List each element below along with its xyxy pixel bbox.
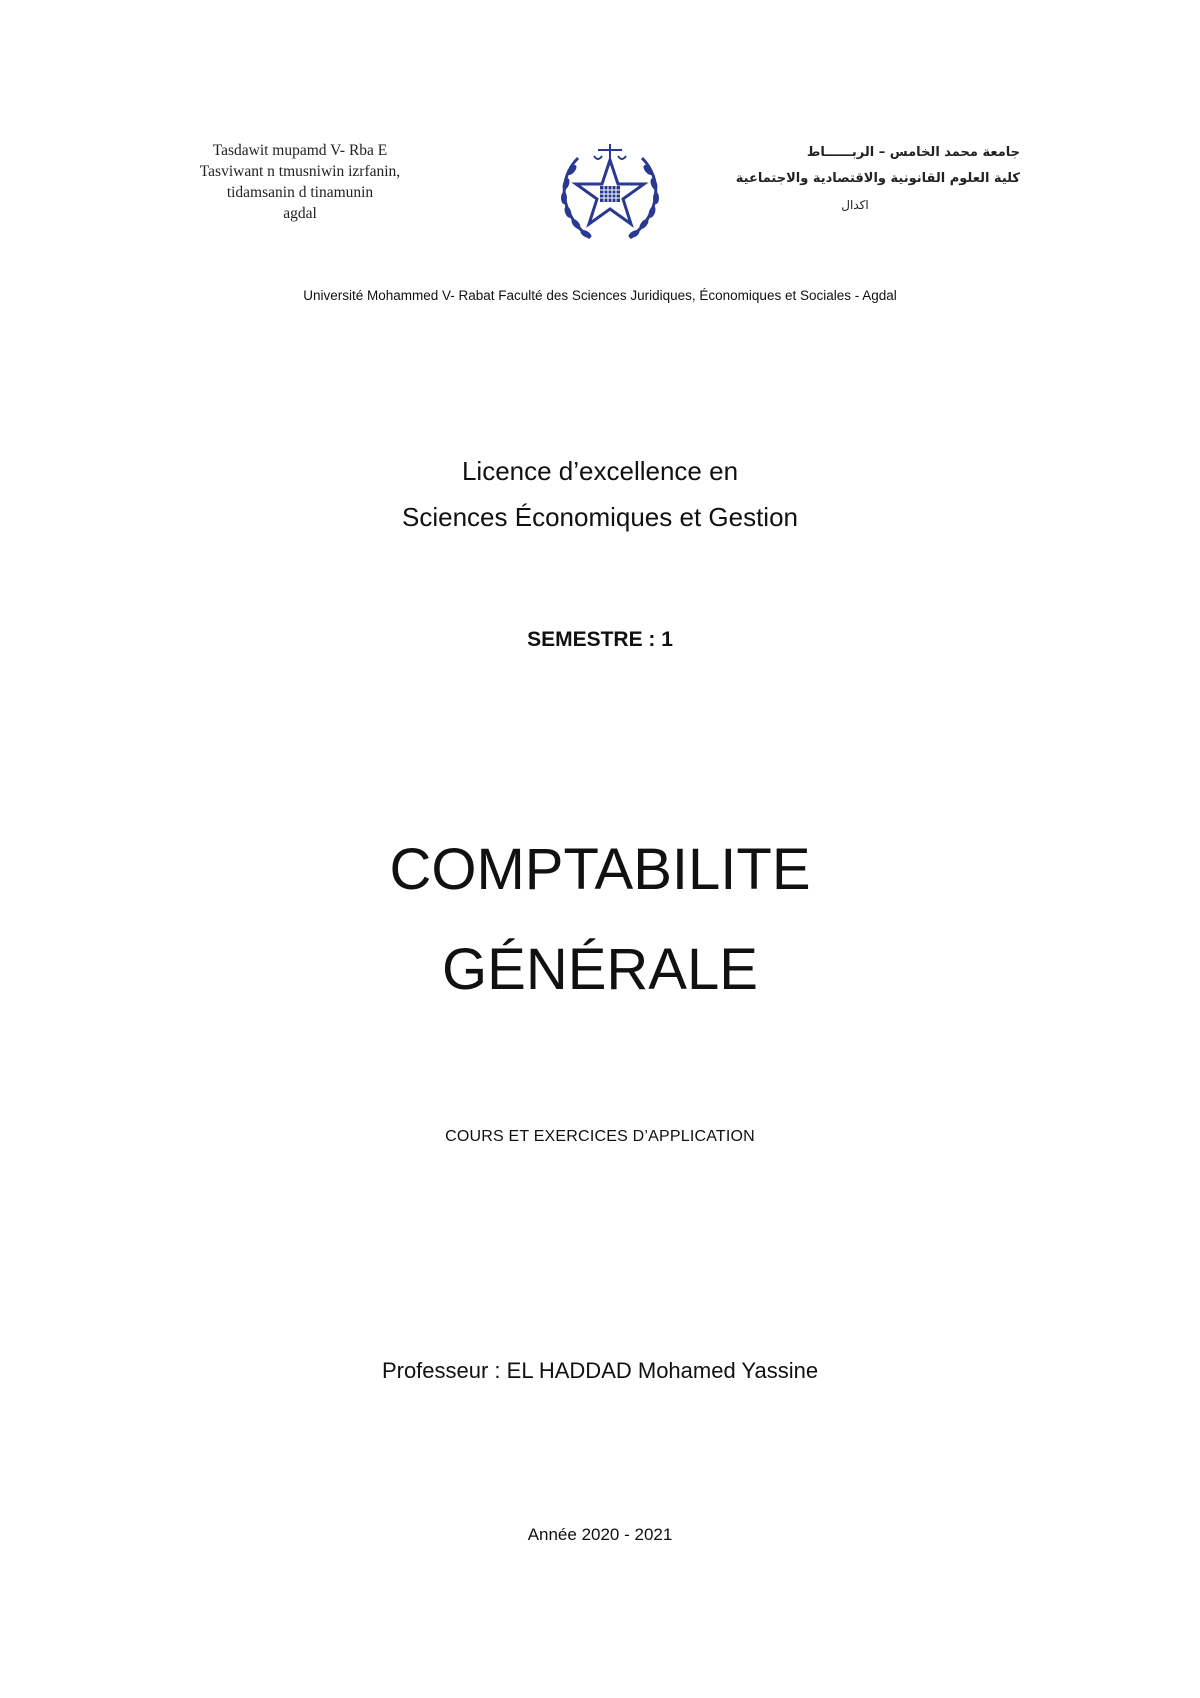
- amazigh-line-1: Tasdawit mupamd V- Rba E: [212, 142, 388, 159]
- document-title: [0, 820, 1200, 1020]
- arabic-line-2: كلية العلوم القانونية والاقتصادية والاجتماعية: [735, 171, 1020, 186]
- arabic-line-3: اكدال: [841, 198, 869, 212]
- program-title: [0, 448, 1200, 540]
- professor-name: Professeur : EL HADDAD Mohamed Yassine: [381, 1358, 819, 1383]
- title-line-2: GÉNÉRALE: [442, 937, 758, 1002]
- amazigh-line-3: tidamsanin d tinamunin: [226, 184, 374, 201]
- university-emblem-icon: [550, 138, 670, 248]
- semester-label: SEMESTRE : 1: [527, 628, 673, 651]
- amazigh-line-4: agdal: [283, 205, 317, 222]
- document-subtitle: COURS ET EXERCICES D’APPLICATION: [445, 1128, 755, 1145]
- amazigh-line-2: Tasviwant n tmusniwin izrfanin,: [199, 163, 401, 180]
- university-line: Université Mohammed V- Rabat Faculté des Sciences Juridiques, Économiques et Sociales - Agdal: [303, 288, 897, 303]
- arabic-line-1: جامعة محمد الخامس – الربــــــاط: [806, 145, 1020, 160]
- academic-year: Année 2020 - 2021: [527, 1525, 673, 1544]
- amazigh-header: [170, 140, 430, 224]
- program-line-1: Licence d’excellence en: [461, 456, 739, 486]
- program-line-2: Sciences Économiques et Gestion: [402, 502, 798, 532]
- title-line-1: COMPTABILITE: [389, 837, 811, 902]
- arabic-header: [730, 140, 1020, 218]
